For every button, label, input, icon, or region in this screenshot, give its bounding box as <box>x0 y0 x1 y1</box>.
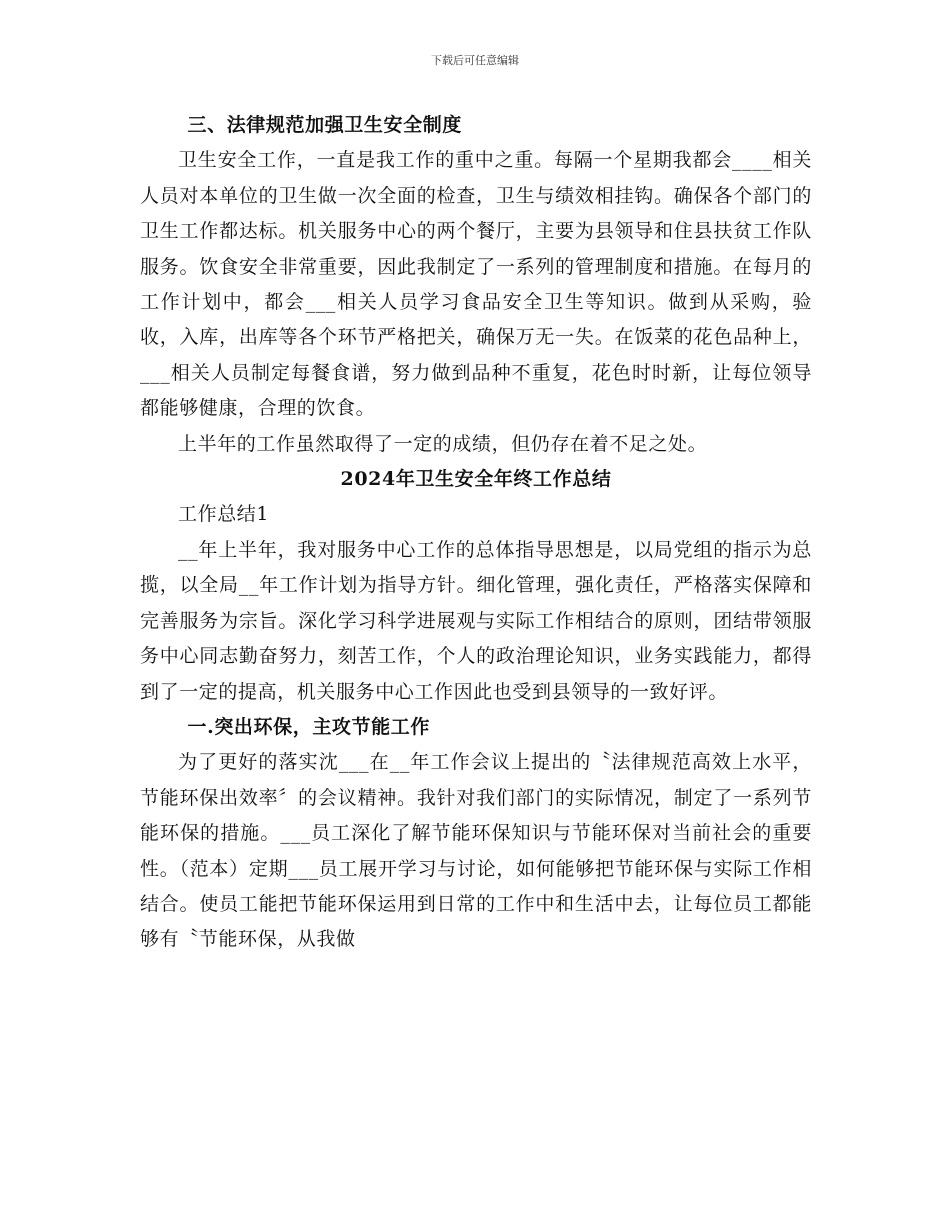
document-title: 2024年卫生安全年终工作总结 <box>340 468 612 491</box>
document-body <box>140 108 812 958</box>
section-three-paragraph-1: 卫生安全工作，一直是我工作的重中之重。每隔一个星期我都会____相关人员对本单位的卫生做一次全面的检查，卫生与绩效相挂钩。确保各个部门的卫生工作都达标。机关服务中心的两个餐厅，主要为县领导和住县扶贫工作队服务。饮食安全非常重要，因此我制定了一系列的管理制度和措施。在每月的工作计划中，都会___相关人员学习食品安全卫生等知识。做到从采购，验收，入库，出库等各个环节严格把关，确保万无一失。在饭菜的花色品种上，___相关人员制定每餐食谱，努力做到品种不重复，花色时时新，让每位领导都能够健康，合理的饮食。 <box>140 149 812 420</box>
summary-label: 工作总结1 <box>178 503 270 526</box>
section-three-paragraph-2: 上半年的工作虽然取得了一定的成绩，但仍存在着不足之处。 <box>178 432 708 455</box>
section-three-heading: 三、法律规范加强卫生安全制度 <box>187 114 462 136</box>
summary-paragraph-1: __年上半年，我对服务中心工作的总体指导思想是，以局党组的指示为总揽，以全局__年工作计划为指导方针。细化管理，强化责任，严格落实保障和完善服务为宗旨。深化学习科学进展观与实际工作相结合的原则，团结带领服务中心同志勤奋努力，刻苦工作，个人的政治理论知识，业务实践能力，都得到了一定的提高，机关服务中心工作因此也受到县领导的一致好评。 <box>140 538 812 703</box>
page-header-note: 下载后可任意编辑 <box>431 54 519 67</box>
section-one-heading: 一.突出环保，主攻节能工作 <box>187 715 430 738</box>
section-one-paragraph-1: 为了更好的落实沈___在__年工作会议上提出的〝法律规范高效上水平，节能环保出效率〞的会议精神。我针对我们部门的实际情况，制定了一系列节能环保的措施。___员工深化了解节能环保知识与节能环保对当前社会的重要性。（范本）定期___员工展开学习与讨论，如何能够把节能环保与实际工作相结合。使员工能把节能环保运用到日常的工作中和生活中去，让每位员工都能够有〝节能环保，从我做 <box>140 751 812 951</box>
